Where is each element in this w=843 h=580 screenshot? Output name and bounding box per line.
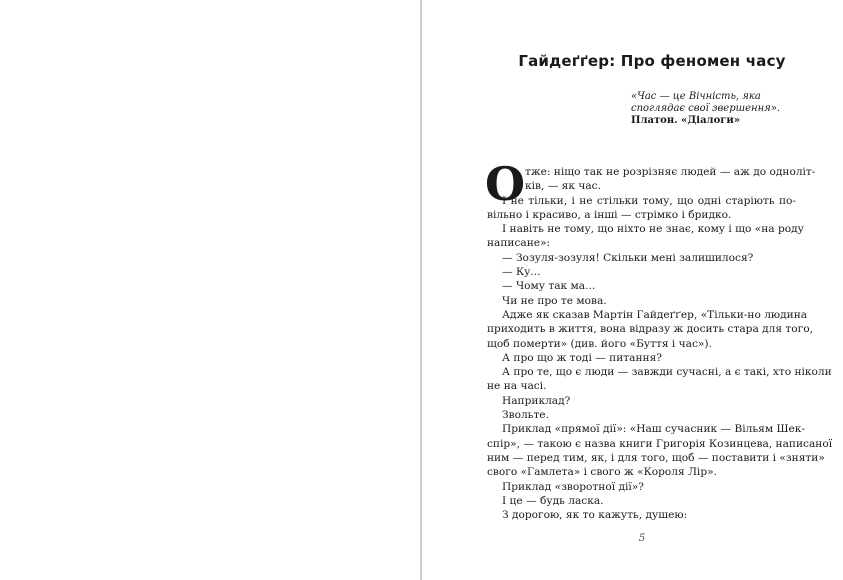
- epigraph-line: «Час — це Вічність, яка: [631, 91, 761, 102]
- body-line: не на часі.: [487, 380, 547, 393]
- body-line: І навіть не тому, що ніхто не знає, кому і що «на роду: [502, 223, 804, 236]
- body-line: Приклад «зворотної дії»?: [502, 480, 644, 493]
- body-line: тже: ніщо так не розрізняє людей — аж до одноліт-: [525, 166, 816, 178]
- body-line: Чи не про те мова.: [502, 294, 607, 307]
- chapter-title: Гайдеґґер: Про феномен часу: [518, 52, 786, 70]
- body-line: написане»:: [487, 237, 551, 250]
- body-line: А про те, що є люди — завжди сучасні, а є такі, хто ніколи: [502, 366, 832, 379]
- page-number: 5: [638, 532, 646, 544]
- body-line: Звольте.: [502, 409, 549, 422]
- body-line: свого «Гамлета» і свого ж «Короля Лір».: [487, 466, 717, 479]
- body-line: Адже як сказав Мартін Гайдеґґер, «Тільки-но людина: [502, 308, 808, 321]
- body-line: З дорогою, як то кажуть, душею:: [502, 509, 688, 522]
- body-line: — Чому так ма...: [502, 280, 596, 293]
- body-line: вільно і красиво, а інші — стрімко і бридко.: [487, 208, 732, 221]
- body-line: І це — будь ласка.: [502, 494, 604, 507]
- body-line: А про що ж тоді — питання?: [502, 351, 662, 364]
- body-text: [485, 157, 833, 522]
- epigraph-line: споглядає свої звершення».: [631, 103, 781, 114]
- body-line: Приклад «прямої дії»: «Наш сучасник — Вільям Шек-: [502, 423, 805, 436]
- body-line: ним — перед тим, як, і для того, щоб — поставити і «зняти»: [487, 451, 825, 464]
- epigraph-quote: [631, 91, 791, 115]
- body-line: ків, — як час.: [525, 180, 601, 193]
- epigraph: [631, 91, 791, 127]
- body-line: спір», — такою є назва книги Григорія Козинцева, написаної: [487, 437, 833, 450]
- body-line: — Зозуля-зозуля! Скільки мені залишилося?: [502, 251, 754, 264]
- body-line: — Ку...: [502, 266, 541, 279]
- body-line: Наприклад?: [502, 394, 571, 407]
- epigraph-attribution: Платон. «Діалоги»: [631, 115, 741, 126]
- left-page-blank: [0, 0, 420, 580]
- body-line: приходить в життя, вона відразу ж досить стара для того,: [487, 323, 813, 336]
- right-page: [422, 0, 843, 580]
- body-line: щоб померти» (див. його «Буття і час»).: [487, 337, 712, 350]
- drop-cap: О: [485, 157, 526, 211]
- body-line: І не тільки, і не стільки тому, що одні старіють по-: [502, 194, 796, 207]
